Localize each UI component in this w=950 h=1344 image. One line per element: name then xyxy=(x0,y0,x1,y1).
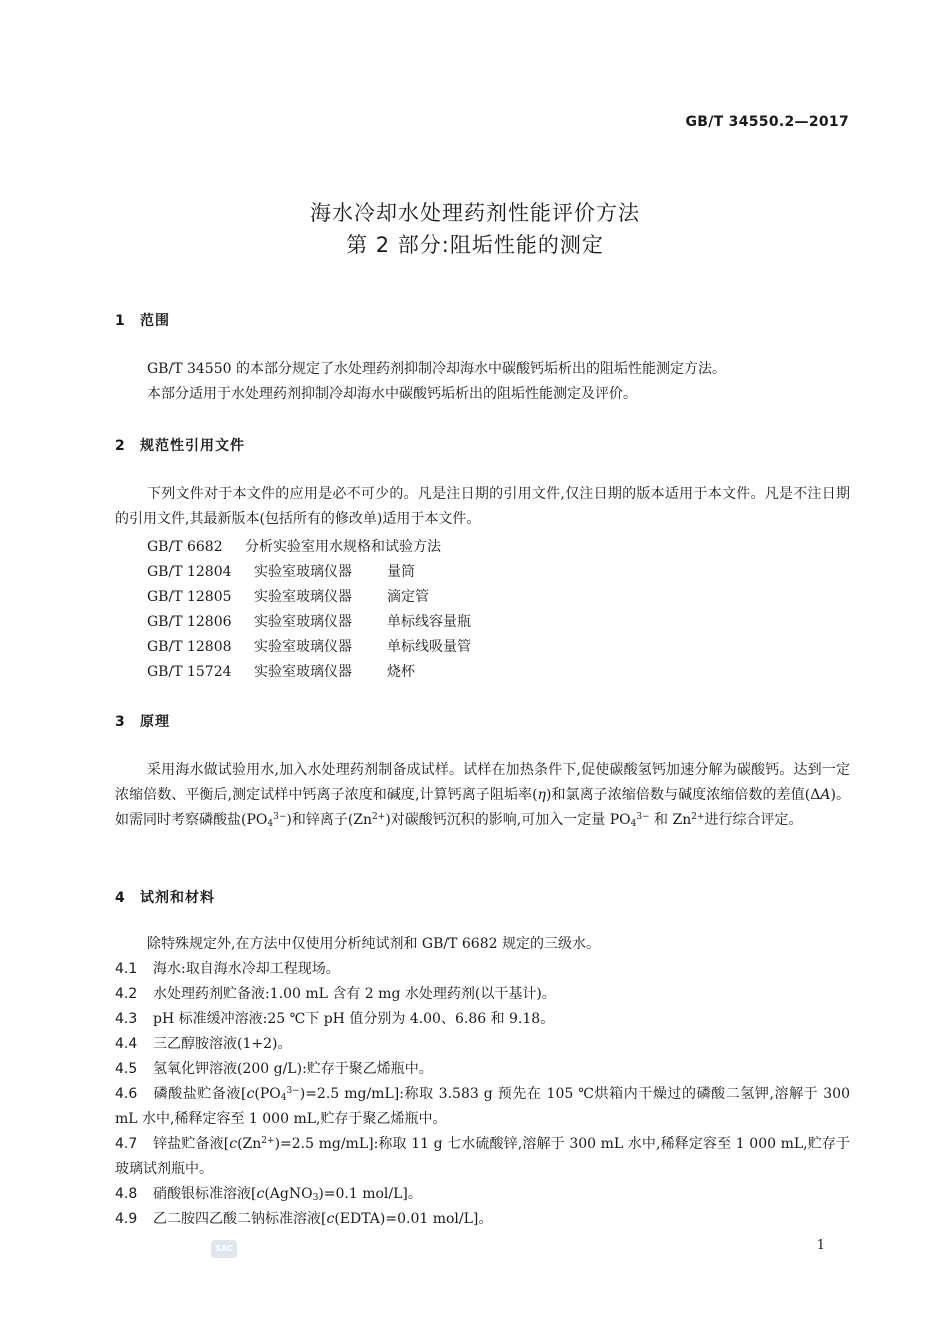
item-number: 4.7 xyxy=(115,1136,138,1152)
subscript: 4 xyxy=(267,819,274,829)
section-heading-principle xyxy=(115,711,170,731)
section-heading-reagents xyxy=(115,887,215,907)
subscript: 4 xyxy=(630,819,637,829)
text-run: )和锌离子(Zn xyxy=(286,812,373,828)
item-number: 4.9 xyxy=(115,1211,138,1227)
text-run: (PO xyxy=(254,1086,281,1102)
item-number: 4.8 xyxy=(115,1186,138,1202)
item-text: 水处理药剂贮备液:1.00 mL 含有 2 mg 水处理药剂(以干基计)。 xyxy=(153,986,556,1002)
symbol-c: c xyxy=(256,1186,265,1202)
reference-name: 单标线吸量管 xyxy=(387,639,471,655)
reference-code: GB/T 15724 xyxy=(147,664,232,680)
section-number: 2 xyxy=(115,438,126,454)
superscript: 2+ xyxy=(372,812,386,822)
reference-group: 实验室玻璃仪器 xyxy=(254,664,352,680)
reference-name: 滴定管 xyxy=(387,589,429,605)
paragraph: GB/T 34550 的本部分规定了水处理药剂抑制冷却海水中碳酸钙垢析出的阻垢性能测定方法。 xyxy=(147,361,726,377)
reagent-item xyxy=(115,1007,850,1032)
text-run: 乙二胺四乙酸二钠标准溶液[ xyxy=(153,1211,327,1227)
subscript: 4 xyxy=(280,1093,287,1103)
reference-item xyxy=(147,561,415,581)
reference-name: 单标线容量瓶 xyxy=(387,614,471,630)
reagent-item xyxy=(115,1057,850,1082)
item-number: 4.2 xyxy=(115,986,138,1002)
text-run: 磷酸盐贮备液[ xyxy=(153,1086,247,1102)
symbol-c: c xyxy=(246,1086,255,1102)
reference-item xyxy=(147,636,471,656)
reference-item xyxy=(147,611,471,631)
section-number: 1 xyxy=(115,313,126,329)
section-number: 3 xyxy=(115,714,126,730)
superscript: 3− xyxy=(286,1086,300,1096)
text-run: 进行综合评定。 xyxy=(704,812,803,828)
text-run: )=0.1 mol/L]。 xyxy=(318,1186,422,1202)
section-heading-references xyxy=(115,435,245,455)
symbol-eta: η xyxy=(537,787,546,803)
reference-group: 实验室玻璃仪器 xyxy=(254,564,352,580)
reference-code: GB/T 6682 xyxy=(147,539,223,555)
item-text: 海水:取自海水冷却工程现场。 xyxy=(153,961,340,977)
reference-code: GB/T 12805 xyxy=(147,589,232,605)
item-number: 4.1 xyxy=(115,961,138,977)
superscript: 3− xyxy=(636,812,650,822)
item-number: 4.6 xyxy=(115,1086,138,1102)
text-run: )对碳酸钙沉积的影响,可加入一定量 PO xyxy=(385,812,631,828)
reference-code: GB/T 12808 xyxy=(147,639,232,655)
reagent-item xyxy=(115,1032,850,1057)
symbol-a: A xyxy=(820,787,831,803)
superscript: 2+ xyxy=(691,812,705,822)
item-number: 4.3 xyxy=(115,1011,138,1027)
text-run: )=2.5 mg/mL]:称取 3.583 g 预先在 105 ℃烘箱内干燥过的磷酸二氢钾,溶解于 300 mL 水中,稀释定容至 1 000 mL,贮存于聚乙烯瓶中。 xyxy=(115,1086,850,1127)
text-run: (EDTA)=0.01 mol/L]。 xyxy=(334,1211,493,1227)
reference-code: GB/T 12806 xyxy=(147,614,232,630)
section-heading-scope xyxy=(115,310,170,330)
text-run: 锌盐贮备液[ xyxy=(153,1136,230,1152)
section-title: 原理 xyxy=(140,714,170,730)
item-text: 三乙醇胺溶液(1+2)。 xyxy=(153,1036,292,1052)
text-run: )和氯离子浓缩倍数与碱度浓缩倍数的差值(Δ xyxy=(545,787,821,803)
text-run: (AgNO xyxy=(264,1186,313,1202)
text-run: 硝酸银标准溶液[ xyxy=(153,1186,257,1202)
reagent-item xyxy=(115,982,850,1007)
reference-name: 烧杯 xyxy=(387,664,415,680)
item-number: 4.5 xyxy=(115,1061,138,1077)
reagent-item xyxy=(115,1182,850,1207)
item-number: 4.4 xyxy=(115,1036,138,1052)
text-run: 采用海水做试验用水,加入水处理药剂制备成试样。试样在加热条件下,促使碳酸氢钙加速分解为碳酸钙。达到一定浓缩倍数、平衡后,测定试样中钙离子浓度和碱度,计算钙离子阻垢率( xyxy=(115,762,850,803)
text-run: 和 Zn xyxy=(649,812,692,828)
reagent-item xyxy=(115,1132,850,1182)
paragraph xyxy=(115,758,850,833)
reference-group: 实验室玻璃仪器 xyxy=(254,589,352,605)
symbol-c: c xyxy=(229,1136,238,1152)
text-run: )=2.5 mg/mL]:称取 11 g 七水硫酸锌,溶解于 300 mL 水中,稀释定容至 1 000 mL,贮存于玻璃试剂瓶中。 xyxy=(115,1136,850,1177)
sac-logo: SAC xyxy=(211,1240,237,1258)
page-number: 1 xyxy=(816,1238,825,1253)
section-number: 4 xyxy=(115,890,126,906)
reference-name: 量筒 xyxy=(387,564,415,580)
paragraph: 本部分适用于水处理药剂抑制冷却海水中碳酸钙垢析出的阻垢性能测定及评价。 xyxy=(147,386,637,402)
symbol-c: c xyxy=(326,1211,335,1227)
paragraph: 除特殊规定外,在方法中仅使用分析纯试剂和 GB/T 6682 规定的三级水。 xyxy=(147,936,600,952)
item-text: pH 标准缓冲溶液:25 ℃下 pH 值分别为 4.00、6.86 和 9.18。 xyxy=(153,1011,555,1027)
text-run: )。如需同时考察磷酸盐(PO xyxy=(115,787,850,828)
reference-item xyxy=(147,536,441,556)
reference-code: GB/T 12804 xyxy=(147,564,232,580)
reference-name: 分析实验室用水规格和试验方法 xyxy=(245,539,441,555)
reagent-item xyxy=(115,1082,850,1132)
section-title: 范围 xyxy=(140,313,170,329)
document-title: 海水冷却水处理药剂性能评价方法 xyxy=(310,201,640,225)
reference-group: 实验室玻璃仪器 xyxy=(254,639,352,655)
section-title: 规范性引用文件 xyxy=(140,438,245,454)
item-text: 氢氧化钾溶液(200 g/L):贮存于聚乙烯瓶中。 xyxy=(153,1061,433,1077)
reagent-item xyxy=(115,1207,850,1232)
reagent-item xyxy=(115,957,850,982)
standard-code: GB/T 34550.2—2017 xyxy=(685,114,849,130)
section-title: 试剂和材料 xyxy=(140,890,215,906)
paragraph: 下列文件对于本文件的应用是必不可少的。凡是注日期的引用文件,仅注日期的版本适用于本文件。凡是不注日期的引用文件,其最新版本(包括所有的修改单)适用于本文件。 xyxy=(115,486,850,527)
subscript: 3 xyxy=(312,1193,319,1203)
reference-item xyxy=(147,661,415,681)
text-run: (Zn xyxy=(237,1136,262,1152)
reference-item xyxy=(147,586,429,606)
document-subtitle: 第 2 部分:阻垢性能的测定 xyxy=(346,233,604,257)
superscript: 2+ xyxy=(261,1136,275,1146)
reference-group: 实验室玻璃仪器 xyxy=(254,614,352,630)
superscript: 3− xyxy=(273,812,287,822)
